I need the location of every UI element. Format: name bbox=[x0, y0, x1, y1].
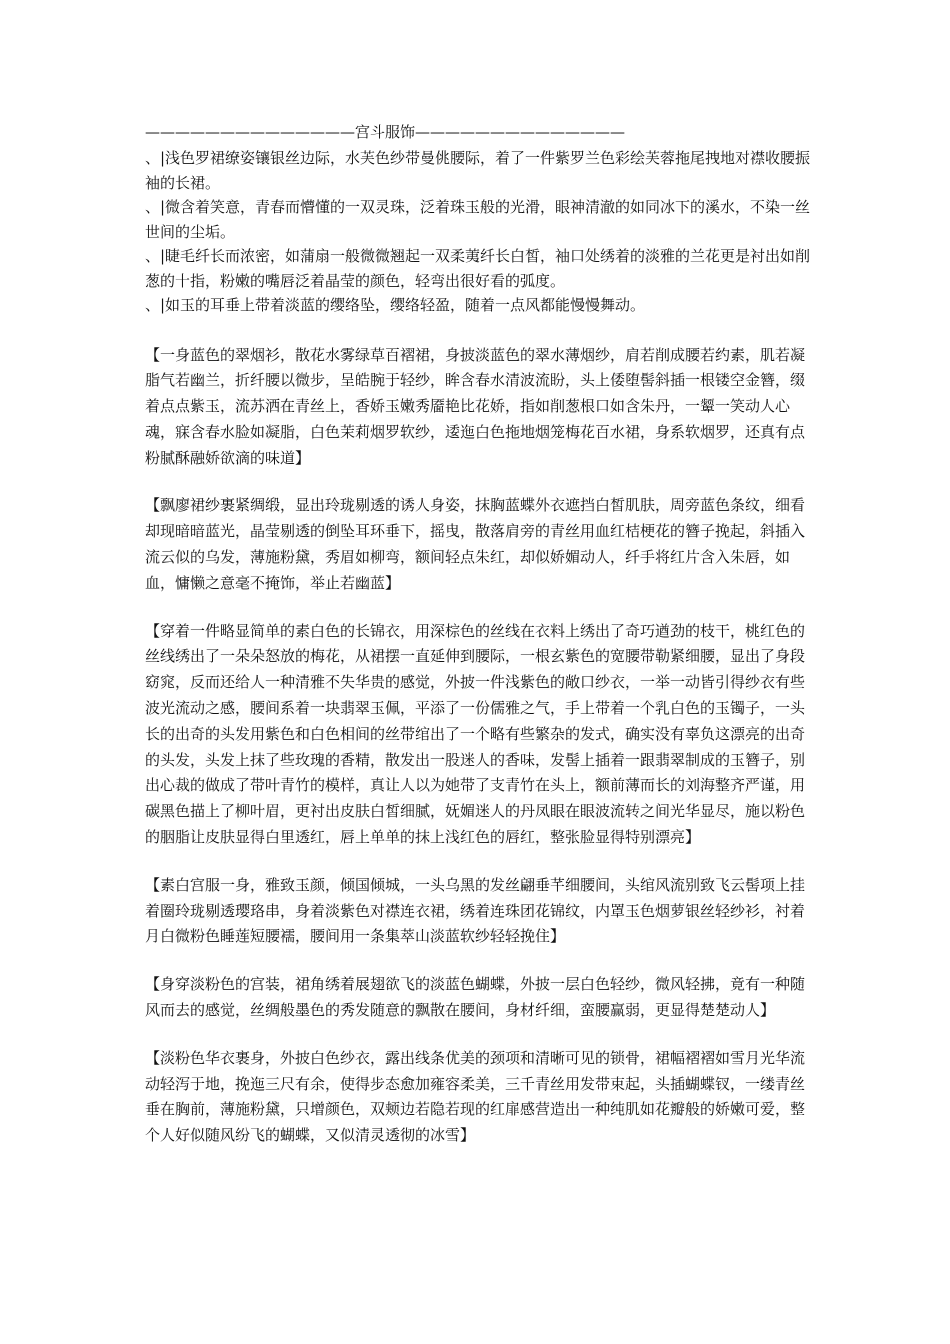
short-description-item: 、|微含着笑意，青春而懵懂的一双灵珠，泛着珠玉般的光滑，眼神清澈的如同冰下的溪水，不染一丝世间的尘垢。 bbox=[145, 198, 811, 241]
description-paragraph: 【一身蓝色的翠烟衫，散花水雾绿草百褶裙，身披淡蓝色的翠水薄烟纱，肩若削成腰若约素，肌若凝脂气若幽兰，折纤腰以微步，呈皓腕于轻纱，眸含春水清波流盼，头上倭堕髻斜插一根镂空金簪，缀着点点紫玉，流苏洒在青丝上，香娇玉嫩秀靥艳比花娇，指如削葱根口如含朱丹，一颦一笑动人心魂，寐含春水脸如凝脂，白色茉莉烟罗软纱，逶迤白色拖地烟笼梅花百水裙，身系软烟罗，还真有点粉腻酥融娇欲滴的味道】 bbox=[145, 345, 806, 467]
description-paragraph: 【身穿淡粉色的宫装，裙角绣着展翅欲飞的淡蓝色蝴蝶，外披一层白色轻纱，微风轻拂，竟有一种随风而去的感觉，丝绸般墨色的秀发随意的飘散在腰间，身材纤细，蛮腰赢弱，更显得楚楚动人】 bbox=[145, 975, 806, 1020]
description-paragraph: 【穿着一件略显简单的素白色的长锦衣，用深棕色的丝线在衣料上绣出了奇巧遒劲的枝干，桃红色的丝线绣出了一朵朵怒放的梅花，从裙摆一直延伸到腰际，一根玄紫色的宽腰带勒紧细腰，显出了身段窈窕，反而还给人一种清雅不失华贵的感觉，外披一件浅紫色的敞口纱衣，一举一动皆引得纱衣有些波光流动之感，腰间系着一块翡翠玉佩，平添了一份儒雅之气，手上带着一个乳白色的玉镯子，一头长的出奇的头发用紫色和白色相间的丝带绾出了一个略有些繁杂的发式，确实没有辜负这漂亮的出奇的头发，头发上抹了些玫瑰的香精，散发出一股迷人的香味，发髻上插着一跟翡翠制成的玉簪子，别出心裁的做成了带叶青竹的模样，真让人以为她带了支青竹在头上，额前薄而长的刘海整齐严谨，用碳黑色描上了柳叶眉，更衬出皮肤白皙细腻，妩媚迷人的丹凤眼在眼波流转之间光华显尽，施以粉色的胭脂让皮肤显得白里透红，唇上单单的抹上浅红色的唇红，整张脸显得特别漂亮】 bbox=[145, 621, 806, 847]
description-paragraph: 【淡粉色华衣裹身，外披白色纱衣，露出线条优美的颈项和清晰可见的锁骨，裙幅褶褶如雪月光华流动轻泻于地，挽迤三尺有余，使得步态愈加雍容柔美，三千青丝用发带束起，头插蝴蝶钗，一缕青丝垂在胸前，薄施粉黛，只增颜色，双颊边若隐若现的红扉感营造出一种纯肌如花瓣般的娇嫩可爱，整个人好似随风纷飞的蝴蝶，又似清灵透彻的冰雪】 bbox=[145, 1048, 806, 1145]
short-description-item: 、|睫毛纤长而浓密，如蒲扇一般微微翘起一双柔荑纤长白皙，袖口处绣着的淡雅的兰花更是衬出如削葱的十指，粉嫩的嘴唇泛着晶莹的颜色，轻弯出很好看的弧度。 bbox=[145, 247, 811, 290]
document-heading: ——————————————宫斗服饰—————————————— bbox=[145, 123, 626, 141]
description-paragraph: 【飘廖裙纱裹紧绸缎，显出玲珑剔透的诱人身姿，抹胸蓝蝶外衣遮挡白皙肌肤，周旁蓝色条纹，细看却现暗暗蓝光，晶莹剔透的倒坠耳环垂下，摇曳，散落肩旁的青丝用血红桔梗花的簪子挽起，斜插入流云似的乌发，薄施粉黛，秀眉如柳弯，额间轻点朱红，却似娇媚动人，纤手将红片含入朱唇，如血，慵懒之意毫不掩饰，举止若幽蓝】 bbox=[145, 496, 806, 592]
document-page bbox=[145, 118, 815, 1149]
short-description-item: 、|如玉的耳垂上带着淡蓝的缨络坠，缨络轻盈，随着一点风都能慢慢舞动。 bbox=[145, 296, 646, 314]
short-description-list bbox=[145, 146, 815, 318]
description-paragraph: 【素白宫服一身，雅致玉颜，倾国倾城，一头乌黑的发丝翩垂芊细腰间，头绾风流别致飞云髻项上挂着圈玲珑剔透璎珞串，身着淡紫色对襟连衣裙，绣着连珠团花锦纹，内罩玉色烟萝银丝轻纱衫，衬着月白微粉色睡莲短腰襦，腰间用一条集萃山淡蓝软纱轻轻挽住】 bbox=[145, 875, 806, 946]
short-description-item: 、|浅色罗裙缭姿镶银丝边际，水芙色纱带曼佻腰际，着了一件紫罗兰色彩绘芙蓉拖尾拽地对襟收腰振袖的长裙。 bbox=[145, 149, 811, 192]
